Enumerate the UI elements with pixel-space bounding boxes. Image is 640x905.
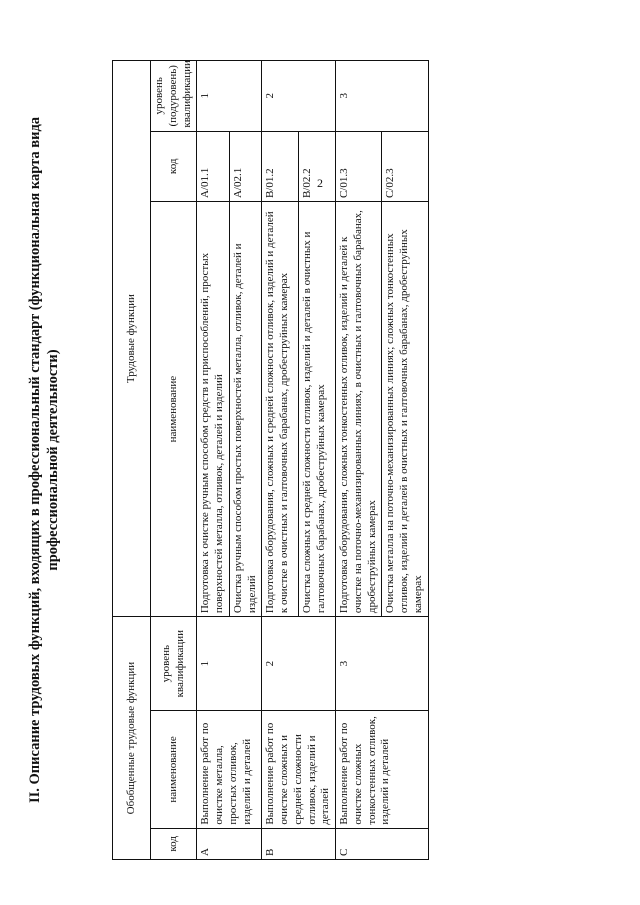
table-row: [336, 61, 382, 860]
function-code: A/02.1: [229, 131, 262, 201]
gen-level: 3: [336, 617, 429, 711]
function-name: Очистка ручным способом простых поверхностей металла, отливок, деталей и изделий: [229, 202, 262, 617]
function-name: Очистка сложных и средней сложности отливок, изделий и деталей в очистных и галтовочных барабанах, дробеструйных камерах: [299, 202, 336, 617]
function-code: A/01.1: [197, 131, 230, 201]
gen-name: Выполнение работ по очистке металла, простых отливок, изделий и деталей: [197, 711, 262, 828]
function-name: Подготовка к очистке ручным способом средств и приспособлений, простых поверхностей металла, отливок, деталей и изделий: [197, 202, 230, 617]
table-row: [262, 61, 299, 860]
rotated-page-content: [27, 60, 472, 860]
gen-name: Выполнение работ по очистке сложных и средней сложности отливок, изделий и деталей: [262, 711, 336, 828]
table-row: [197, 61, 230, 860]
header-labor: Трудовые функции: [113, 61, 151, 617]
page-number: 2: [317, 176, 323, 190]
function-level: 3: [336, 61, 429, 132]
function-name: Подготовка оборудования, сложных и средней сложности отливок, изделий и деталей к очистке в очистных и галтовочных барабанах, дробеструйных камерах: [262, 202, 299, 617]
gen-code: C: [336, 828, 429, 859]
gen-level: 1: [197, 617, 262, 711]
function-name: Очистка металла на поточно-механизированных линиях; сложных тонкостенных отливок, изделий и деталей в очистных и галтовочных барабанах, дробеструйных камерах: [382, 202, 428, 617]
function-code: B/01.2: [262, 131, 299, 201]
header-level: уровень квалификации: [151, 617, 197, 711]
gen-level: 2: [262, 617, 336, 711]
header-function-name: наименование: [151, 202, 197, 617]
function-name: Подготовка оборудования, сложных тонкостенных отливок, изделий и деталей к очистке на поточно-механизированных линиях, в очистных и галтовочных барабанах, дробеструйных камерах: [336, 202, 382, 617]
function-code: C/01.3: [336, 131, 382, 201]
function-level: 1: [197, 61, 262, 132]
header-code: код: [151, 828, 197, 859]
function-code: C/02.3: [382, 131, 428, 201]
functional-map-table: [112, 60, 429, 860]
section-title: II. Описание трудовых функций, входящих в профессиональный стандарт (функциональная карта вида профессиональной деятельности): [27, 116, 62, 804]
gen-code: B: [262, 828, 336, 859]
function-code: B/02.2: [299, 131, 336, 201]
header-generalized: Обобщенные трудовые функции: [113, 617, 151, 860]
function-level: 2: [262, 61, 336, 132]
header-function-code: код: [151, 131, 197, 201]
gen-code: A: [197, 828, 262, 859]
header-sublevel: уровень (подуровень) квалификации: [151, 61, 197, 132]
header-name: наименование: [151, 711, 197, 828]
gen-name: Выполнение работ по очистке сложных тонкостенных отливок, изделий и деталей: [336, 711, 429, 828]
